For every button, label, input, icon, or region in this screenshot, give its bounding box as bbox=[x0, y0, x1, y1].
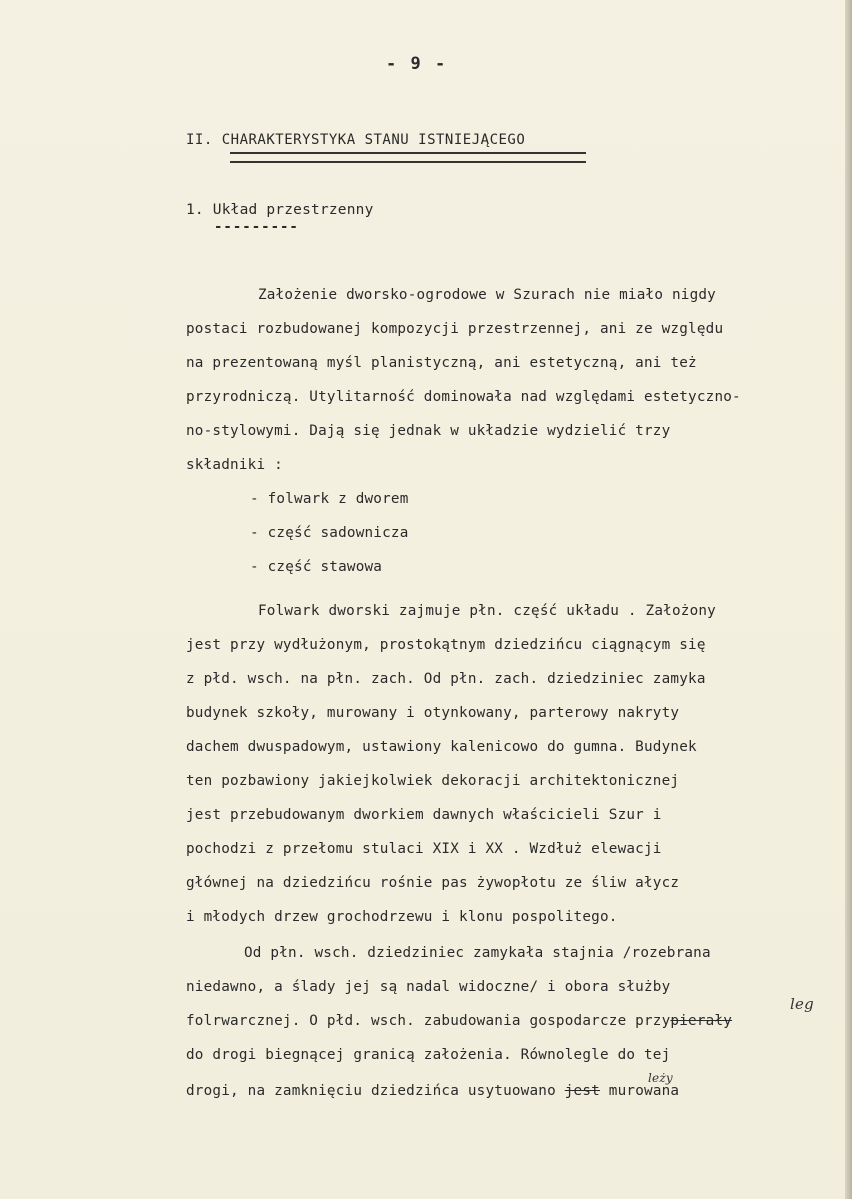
paragraph1-line: postaci rozbudowanej kompozycji przestrzennej, ani ze względu bbox=[186, 321, 724, 337]
subsection-title: 1. Układ przestrzenny bbox=[186, 202, 374, 218]
struck-text: jest bbox=[564, 1083, 600, 1099]
struck-text: pierały bbox=[670, 1013, 733, 1029]
paragraph3-line: do drogi biegnącej granicą założenia. Równolegle do tej bbox=[186, 1047, 671, 1063]
paragraph2-line: głównej na dziedzińcu rośnie pas żywopłotu ze śliw ałycz bbox=[186, 875, 680, 891]
list-item: - folwark z dworem bbox=[250, 491, 409, 507]
handwritten-correction: leży bbox=[648, 1071, 673, 1085]
paragraph1-line: składniki : bbox=[186, 457, 283, 473]
paragraph2-line: jest przy wydłużonym, prostokątnym dziedzińcu ciągnącym się bbox=[186, 637, 706, 653]
paragraph3-line-corrected bbox=[186, 1013, 732, 1029]
heading-double-underline bbox=[230, 161, 586, 163]
page-edge bbox=[845, 0, 852, 1199]
paragraph1-line: przyrodniczą. Utylitarność dominowała nad względami estetyczno- bbox=[186, 389, 741, 405]
handwritten-correction: leg bbox=[790, 995, 814, 1013]
section-heading: II. CHARAKTERYSTYKA STANU ISTNIEJĄCEGO bbox=[186, 132, 526, 148]
paragraph3-line: Od płn. wsch. dziedziniec zamykała stajnia /rozebrana bbox=[244, 945, 711, 961]
paragraph2-line: pochodzi z przełomu stulaci XIX i XX . Wzdłuż elewacji bbox=[186, 841, 662, 857]
line-text: folrwarcznej. O płd. wsch. zabudowania gospodarcze przy bbox=[186, 1013, 671, 1029]
paragraph2-line: budynek szkoły, murowany i otynkowany, parterowy nakryty bbox=[186, 705, 680, 721]
paragraph2-line: dachem dwuspadowym, ustawiony kalenicowo do gumna. Budynek bbox=[186, 739, 697, 755]
subsection-underline: --------- bbox=[214, 219, 299, 235]
paragraph2-line: Folwark dworski zajmuje płn. część układu . Założony bbox=[258, 603, 716, 619]
heading-underline bbox=[230, 152, 586, 154]
paragraph1-line: na prezentowaną myśl planistyczną, ani estetyczną, ani też bbox=[186, 355, 697, 371]
line-text: murowana bbox=[599, 1083, 680, 1099]
paragraph2-line: jest przebudowanym dworkiem dawnych właścicieli Szur i bbox=[186, 807, 662, 823]
paragraph1-line: Założenie dworsko-ogrodowe w Szurach nie miało nigdy bbox=[258, 287, 716, 303]
paragraph1-line: no-stylowymi. Dają się jednak w układzie wydzielić trzy bbox=[186, 423, 671, 439]
paragraph3-line: niedawno, a ślady jej są nadal widoczne/ i obora służby bbox=[186, 979, 671, 995]
list-item: - część stawowa bbox=[250, 559, 383, 575]
paragraph2-line: z płd. wsch. na płn. zach. Od płn. zach. dziedziniec zamyka bbox=[186, 671, 706, 687]
list-item: - część sadownicza bbox=[250, 525, 409, 541]
line-text: drogi, na zamknięciu dziedzińca usytuowano bbox=[186, 1083, 565, 1099]
paragraph2-line: ten pozbawiony jakiejkolwiek dekoracji architektonicznej bbox=[186, 773, 680, 789]
paragraph3-line-corrected bbox=[186, 1083, 679, 1099]
page-number: - 9 - bbox=[386, 54, 448, 74]
paragraph2-line: i młodych drzew grochodrzewu i klonu pospolitego. bbox=[186, 909, 618, 925]
